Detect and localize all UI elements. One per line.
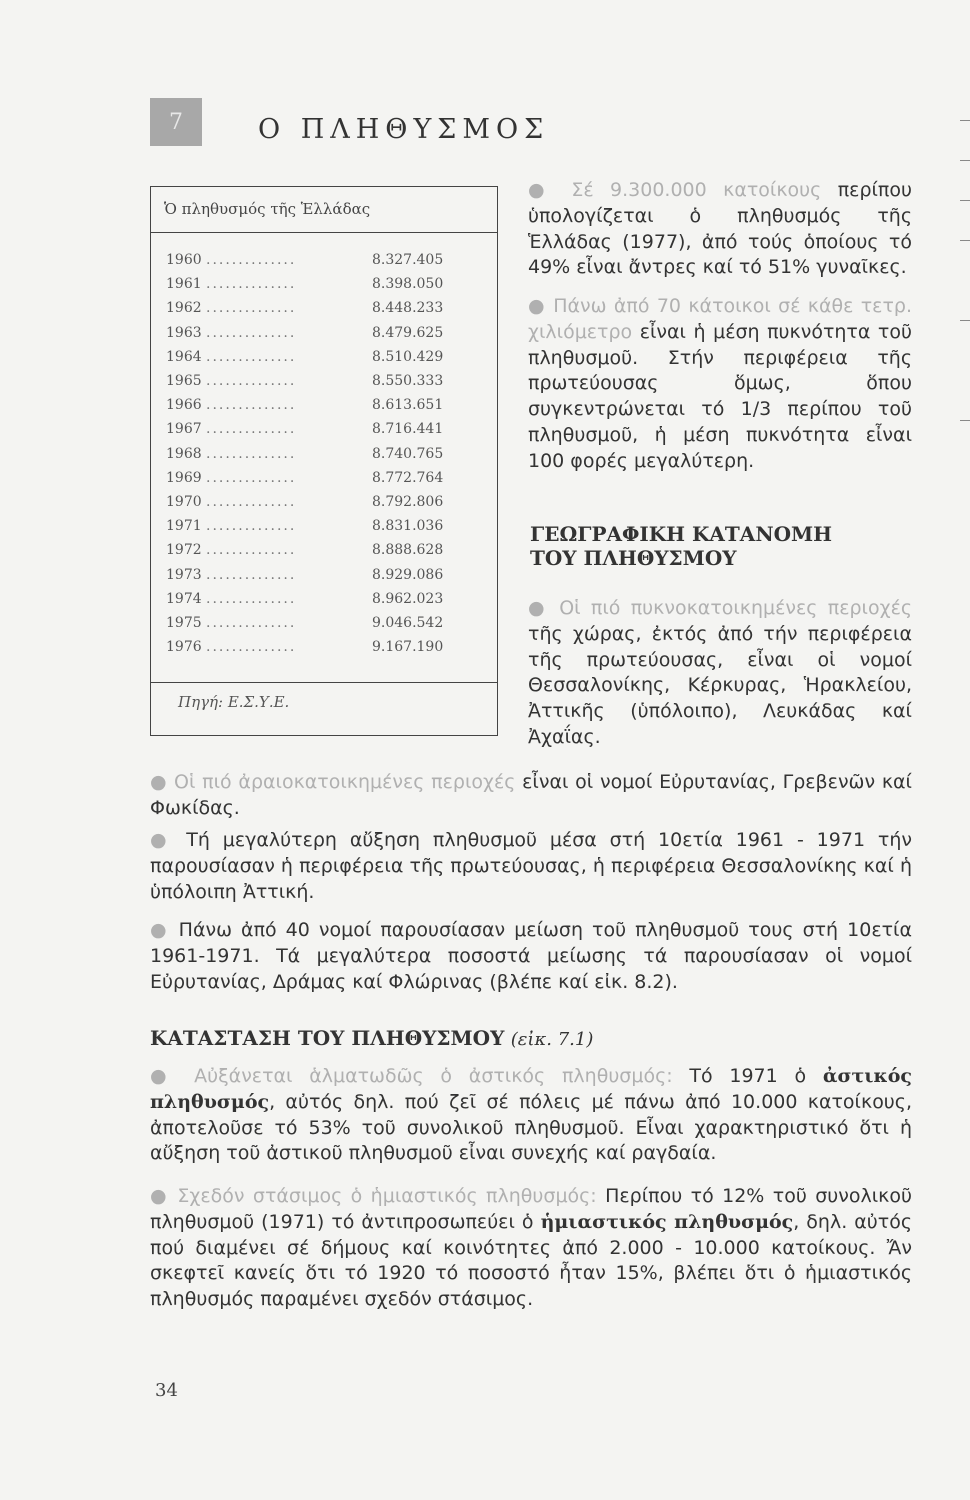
- chapter-number-box: [150, 98, 202, 146]
- table-row: [166, 393, 486, 417]
- table-row: [166, 442, 486, 466]
- table-row: [166, 490, 486, 514]
- body-text: εἶναι οἱ νομοί Εὐρυτανίας, Γρεβενῶν καί Φωκίδας.: [150, 771, 912, 819]
- row-value: 8.792.806: [372, 493, 444, 510]
- bullet-icon: ●: [150, 919, 170, 941]
- heading-geographic-distribution: ΓΕΩΓΡΑΦΙΚΗ ΚΑΤΑΝΟΜΗ ΤΟΥ ΠΛΗΘΥΣΜΟΥ: [530, 522, 833, 570]
- table-row: [166, 345, 486, 369]
- table-row: [166, 562, 486, 586]
- edge-tick: [960, 120, 970, 121]
- bullet-icon: ●: [528, 295, 546, 317]
- paragraph-largest-increase: [150, 828, 912, 905]
- row-dot-leader: ..............: [206, 542, 297, 559]
- highlight-text: Σέ 9.300.000 κατοίκους: [571, 179, 822, 201]
- body-text: Περίπου τό 12% τοῦ συνολικοῦ πληθυσμοῦ (1971) τό ἀντιπροσωπεύει ὁ: [150, 1185, 912, 1233]
- row-value: 8.929.086: [372, 566, 444, 583]
- bold-term: ἡμιαστικός πληθυσμός: [540, 1210, 794, 1233]
- row-year: 1960: [166, 252, 202, 269]
- row-value: 8.479.625: [372, 324, 444, 341]
- heading-population-status: [150, 1026, 910, 1052]
- row-value: 8.740.765: [372, 445, 444, 462]
- table-rows: [166, 248, 486, 659]
- row-dot-leader: ..............: [206, 566, 297, 583]
- row-value: 8.448.233: [372, 300, 444, 317]
- table-left-rule: [150, 186, 151, 736]
- paragraph-dense-areas: [528, 596, 912, 751]
- table-row: [166, 417, 486, 441]
- table-row: [166, 635, 486, 659]
- body-text: Τή μεγαλύτερη αὔξηση πληθυσμοῦ μέσα στή 10ετία 1961 - 1971 τήν παρουσίασαν ἡ περιφέρεια τῆς πρωτεύουσας, ἡ περιφέρεια Θεσσαλονίκης καί ἡ ὑπόλοιπη Ἀττική.: [150, 829, 912, 903]
- row-value: 8.831.036: [372, 518, 444, 535]
- row-value: 8.398.050: [372, 276, 444, 293]
- table-bottom-rule: [150, 735, 498, 736]
- highlight-text: Αὐξάνεται ἁλματωδῶς ὁ ἀστικός πληθυσμός:: [194, 1065, 673, 1087]
- body-text: τῆς χώρας, ἐκτός ἀπό τήν περιφέρεια τῆς πρωτεύουσας, εἶναι οἱ νομοί Θεσσαλονίκης, Κέρκυρας, Ἡρακλείου, Ἀττικῆς (ὑπόλοιπο), Λευκάδας καί Ἀχαΐας.: [528, 622, 912, 748]
- row-dot-leader: ..............: [206, 300, 297, 317]
- row-value: 8.716.441: [372, 421, 444, 438]
- edge-tick: [960, 200, 970, 201]
- figure-reference: (εἰκ. 7.1): [510, 1029, 594, 1050]
- row-dot-leader: ..............: [206, 421, 297, 438]
- table-row: [166, 466, 486, 490]
- body-text: , δηλ. αὐτός πού διαμένει σέ δήμους καί κοινότητες ἀπό 2.000 - 10.000 κατοίκους. Ἄν σκεφτεῖ κανείς ὅτι τό 1920 τό ποσοστό ἦταν 15%, βλέπει ὅτι ὁ ἡμιαστικός πληθυσμός παραμένει σχεδόν στάσιμος.: [150, 1210, 913, 1311]
- highlight-text: Σχεδόν στάσιμος ὁ ἡμιαστικός πληθυσμός:: [177, 1185, 597, 1207]
- row-value: 8.510.429: [372, 348, 444, 365]
- table-right-rule: [497, 186, 498, 736]
- row-year: 1963: [166, 324, 202, 341]
- row-dot-leader: ..............: [206, 252, 297, 269]
- row-dot-leader: ..............: [206, 348, 297, 365]
- bullet-icon: ●: [150, 771, 168, 793]
- bullet-icon: ●: [528, 597, 549, 619]
- row-dot-leader: ..............: [206, 276, 297, 293]
- table-row: [166, 514, 486, 538]
- paragraph-population-total: [528, 178, 912, 281]
- row-year: 1964: [166, 348, 202, 365]
- paragraph-urban-population: [150, 1064, 912, 1167]
- table-row: [166, 369, 486, 393]
- table-source: Πηγή: Ε.Σ.Υ.Ε.: [178, 693, 290, 711]
- row-value: 8.772.764: [372, 469, 444, 486]
- table-row: [166, 272, 486, 296]
- row-year: 1968: [166, 445, 202, 462]
- row-value: 9.046.542: [372, 614, 444, 631]
- row-dot-leader: ..............: [206, 614, 297, 631]
- row-value: 8.550.333: [372, 373, 444, 390]
- row-dot-leader: ..............: [206, 518, 297, 535]
- row-year: 1972: [166, 542, 202, 559]
- edge-tick: [960, 160, 970, 161]
- row-dot-leader: ..............: [206, 324, 297, 341]
- chapter-number: 7: [169, 109, 183, 135]
- highlight-text: Οἱ πιό πυκνοκατοικημένες περιοχές: [559, 597, 912, 619]
- table-row: [166, 296, 486, 320]
- paragraph-sparse-areas: [150, 770, 912, 822]
- row-year: 1969: [166, 469, 202, 486]
- table-title: Ὁ πληθυσμός τῆς Ἑλλάδας: [164, 200, 371, 218]
- chapter-title: Ο ΠΛΗΘΥΣΜΟΣ: [258, 114, 550, 145]
- population-table: [150, 186, 498, 736]
- row-dot-leader: ..............: [206, 373, 297, 390]
- row-year: 1971: [166, 518, 202, 535]
- row-year: 1975: [166, 614, 202, 631]
- row-year: 1962: [166, 300, 202, 317]
- table-row: [166, 538, 486, 562]
- row-year: 1974: [166, 590, 202, 607]
- heading-text: ΚΑΤΑΣΤΑΣΗ ΤΟΥ ΠΛΗΘΥΣΜΟΥ: [150, 1026, 505, 1050]
- bullet-icon: ●: [528, 179, 555, 201]
- row-dot-leader: ..............: [206, 590, 297, 607]
- row-year: 1976: [166, 639, 202, 656]
- table-footer-rule: [150, 682, 498, 683]
- row-value: 9.167.190: [372, 639, 444, 656]
- edge-tick: [960, 320, 970, 321]
- body-text: εἶναι ἡ μέση πυκνότητα τοῦ πληθυσμοῦ. Στήν περιφέρεια τῆς πρωτεύουσας ὅμως, ὅπου συγκεντρώνεται τό 1/3 περίπου τοῦ πληθυσμοῦ, ἡ μέση πυκνότητα εἶναι 100 φορές μεγαλύτερη.: [528, 320, 912, 472]
- body-text: , αὐτός δηλ. πού ζεῖ σέ πόλεις μέ πάνω ἀπό 10.000 κατοίκους, ἀποτελοῦσε τό 53% τοῦ συνολικοῦ πληθυσμοῦ. Εἶναι χαρακτηριστικό ὅτι ἡ αὔξηση τοῦ ἀστικοῦ πληθυσμοῦ εἶναι συνεχής καί ραγδαία.: [150, 1090, 912, 1165]
- row-dot-leader: ..............: [206, 639, 297, 656]
- table-row: [166, 611, 486, 635]
- row-year: 1961: [166, 276, 202, 293]
- bullet-icon: ●: [150, 1065, 178, 1087]
- page-edge-marks: [958, 120, 970, 460]
- body-text: Τό 1971 ὁ: [672, 1065, 823, 1087]
- row-value: 8.327.405: [372, 252, 444, 269]
- body-text: Πάνω ἀπό 40 νομοί παρουσίασαν μείωση τοῦ πληθυσμοῦ τους στή 10ετία 1961-1971. Τά μεγαλύτερα ποσοστά μείωσης τά παρουσίασαν οἱ νομοί Εὐρυτανίας, Δράμας καί Φλώρινας (βλέπε καί εἰκ. 8.2).: [150, 919, 912, 993]
- table-row: [166, 321, 486, 345]
- row-dot-leader: ..............: [206, 397, 297, 414]
- table-header-rule: [150, 232, 498, 233]
- row-value: 8.613.651: [372, 397, 444, 414]
- row-year: 1966: [166, 397, 202, 414]
- row-year: 1965: [166, 373, 202, 390]
- row-year: 1970: [166, 493, 202, 510]
- highlight-text: Οἱ πιό ἀραιοκατοικημένες περιοχές: [174, 771, 516, 793]
- row-dot-leader: ..............: [206, 469, 297, 486]
- body-text: περίπου ὑπολογίζεται ὁ πληθυσμός τῆς Ἑλλάδας (1977), ἀπό τούς ὁποίους τό 49% εἶναι ἄντρες καί τό 51% γυναῖκες.: [528, 179, 912, 279]
- bold-term: ἀστικός πληθυσμός: [150, 1065, 912, 1113]
- row-value: 8.962.023: [372, 590, 444, 607]
- edge-tick: [960, 420, 970, 421]
- edge-tick: [960, 240, 970, 241]
- row-dot-leader: ..............: [206, 445, 297, 462]
- bullet-icon: ●: [150, 829, 174, 851]
- table-row: [166, 587, 486, 611]
- row-year: 1973: [166, 566, 202, 583]
- row-dot-leader: ..............: [206, 493, 297, 510]
- bullet-icon: ●: [150, 1185, 169, 1207]
- paragraph-semi-urban-population: [150, 1184, 912, 1313]
- table-row: [166, 248, 486, 272]
- table-top-rule: [150, 186, 498, 187]
- page-number: 34: [155, 1380, 178, 1401]
- paragraph-density: [528, 294, 912, 475]
- highlight-text: Πάνω ἀπό 70 κάτοικοι σέ κάθε τετρ. χιλιόμετρο: [528, 295, 912, 343]
- paragraph-decrease: [150, 918, 912, 995]
- row-value: 8.888.628: [372, 542, 444, 559]
- row-year: 1967: [166, 421, 202, 438]
